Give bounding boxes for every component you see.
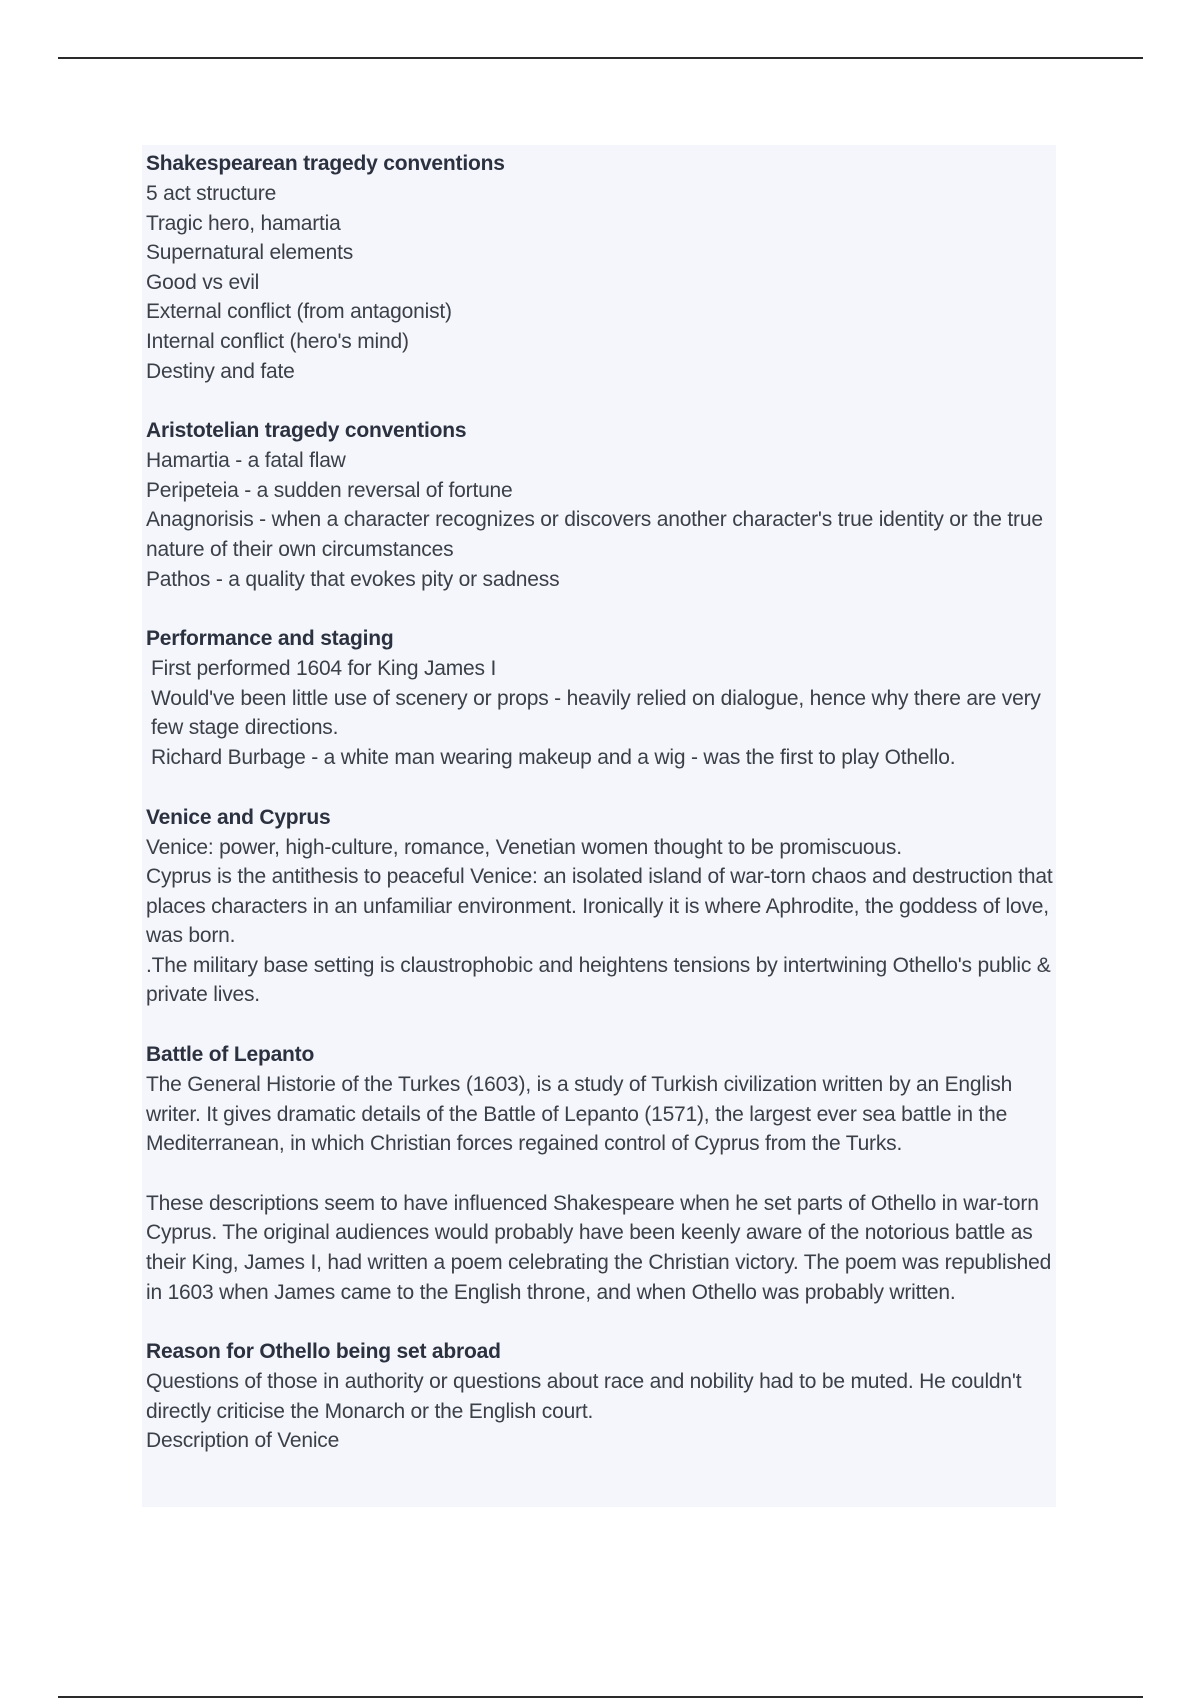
section-heading: Venice and Cyprus bbox=[146, 805, 331, 829]
list-item: Tragic hero, hamartia bbox=[146, 211, 341, 235]
list-item: Description of Venice bbox=[146, 1429, 340, 1453]
section-heading: Reason for Othello being set abroad bbox=[146, 1340, 501, 1364]
list-item: 5 act structure bbox=[146, 182, 277, 205]
section-heading: Aristotelian tragedy conventions bbox=[146, 419, 467, 443]
paragraph: The General Historie of the Turkes (1603), is a study of Turkish civilization written by an English writer. It gives dramatic details of the Battle of Lepanto (1571), the largest ever sea battle in the Mediterranean, in which Christian forces regained control of Cyprus from the Turks. bbox=[146, 1073, 1013, 1156]
top-rule bbox=[58, 57, 1143, 59]
list-item: Anagnorisis - when a character recognizes or discovers another character's true identity or the true nature of their own circumstances bbox=[146, 508, 1043, 561]
list-item: External conflict (from antagonist) bbox=[146, 300, 452, 324]
section-shakespearean-tragedy bbox=[146, 149, 1056, 386]
list-item: Supernatural elements bbox=[146, 241, 354, 265]
section-heading: Performance and staging bbox=[146, 627, 394, 651]
list-item: First performed 1604 for King James I bbox=[151, 657, 497, 681]
notes-content bbox=[142, 145, 1056, 1507]
list-item: Good vs evil bbox=[146, 270, 260, 294]
section-battle-of-lepanto bbox=[146, 1040, 1056, 1307]
section-heading: Shakespearean tragedy conventions bbox=[146, 152, 505, 175]
list-item: Destiny and fate bbox=[146, 359, 295, 383]
bottom-rule bbox=[58, 1696, 1143, 1698]
section-othello-abroad bbox=[146, 1337, 1056, 1456]
section-performance-staging bbox=[146, 624, 1056, 772]
list-item: Questions of those in authority or questions about race and nobility had to be muted. He couldn't directly criticise the Monarch or the English court. bbox=[146, 1370, 1022, 1423]
section-heading: Battle of Lepanto bbox=[146, 1043, 315, 1067]
list-item: Cyprus is the antithesis to peaceful Venice: an isolated island of war-torn chaos and destruction that places characters in an unfamiliar environment. Ironically it is where Aphrodite, the goddess of love, was born. bbox=[146, 865, 1053, 948]
list-item: Internal conflict (hero's mind) bbox=[146, 329, 409, 353]
list-item: Richard Burbage - a white man wearing makeup and a wig - was the first to play Othello. bbox=[151, 745, 956, 769]
list-item: Hamartia - a fatal flaw bbox=[146, 449, 346, 473]
list-item: .The military base setting is claustrophobic and heightens tensions by intertwining Othello's public & private lives. bbox=[146, 953, 1051, 1007]
list-item: Venice: power, high-culture, romance, Venetian women thought to be promiscuous. bbox=[146, 835, 902, 859]
paragraph: These descriptions seem to have influenced Shakespeare when he set parts of Othello in war-torn Cyprus. The original audiences would probably have been keenly aware of the notorious battle as their King, James I, had written a poem celebrating the Christian victory. The poem was republished in 1603 when James came to the English throne, and when Othello was probably written. bbox=[146, 1191, 1052, 1304]
list-item: Pathos - a quality that evokes pity or sadness bbox=[146, 567, 560, 591]
list-item: Peripeteia - a sudden reversal of fortune bbox=[146, 478, 513, 502]
section-aristotelian-tragedy bbox=[146, 416, 1056, 594]
section-venice-cyprus bbox=[146, 803, 1056, 1011]
list-item: Would've been little use of scenery or props - heavily relied on dialogue, hence why there are very few stage directions. bbox=[151, 686, 1041, 740]
